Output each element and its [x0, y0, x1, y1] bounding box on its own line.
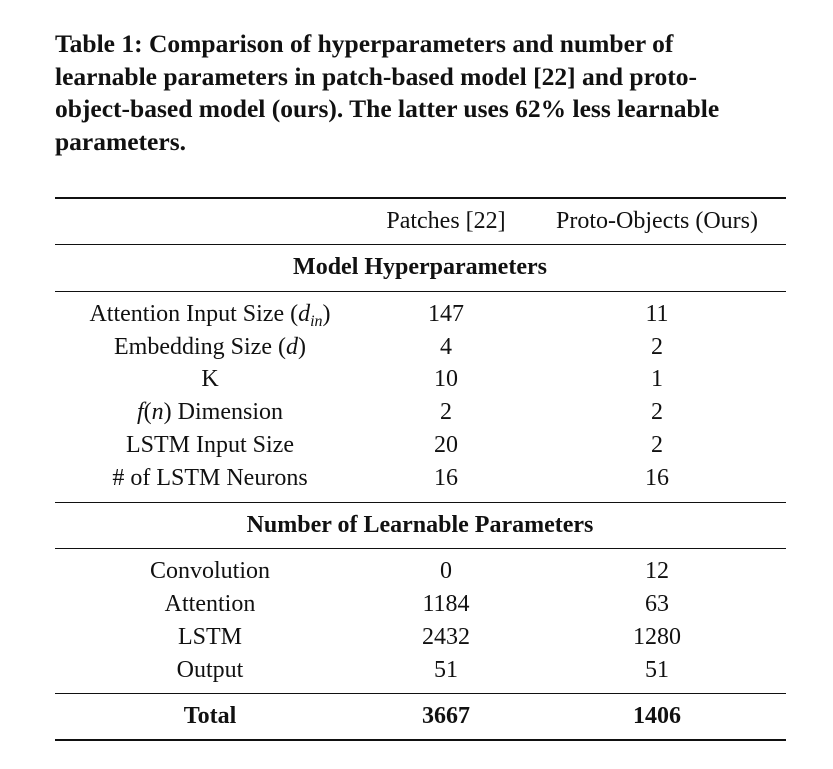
caption-line: object-based model (ours). The latter uses 62% less learnable: [55, 94, 720, 123]
caption-line: Table 1: Comparison of hyperparameters and number of: [55, 29, 674, 58]
cell-ours: 51: [645, 657, 669, 683]
total-ours: 1406: [633, 703, 681, 729]
total-patches: 3667: [422, 703, 470, 729]
cell-ours: 12: [645, 558, 669, 584]
caption-line: parameters.: [55, 126, 186, 156]
column-header-patches: Patches [22]: [386, 208, 506, 234]
row-label: f(n) Dimension: [137, 399, 283, 425]
cell-patches: 10: [434, 366, 458, 392]
cell-patches: 51: [434, 657, 458, 683]
cell-patches: 1184: [422, 591, 470, 617]
cell-ours: 2: [651, 399, 663, 425]
row-label: LSTM Input Size: [126, 432, 294, 458]
header-rule: [55, 244, 786, 245]
row-label: Attention: [164, 591, 256, 617]
cell-patches: 16: [434, 465, 458, 491]
row-label: Attention Input Size $(d_{in})$: [89, 301, 331, 330]
cell-ours: 63: [645, 591, 669, 617]
bottom-rule: [55, 739, 786, 741]
cell-ours: 2: [651, 334, 663, 360]
top-rule: [55, 197, 786, 199]
row-label: # of LSTM Neurons: [112, 465, 308, 491]
cell-patches: 0: [440, 558, 452, 584]
cell-ours: 11: [645, 301, 669, 327]
section-title-hyperparameters: Model Hyperparameters: [293, 254, 547, 280]
column-header-ours: Proto-Objects (Ours): [556, 208, 758, 234]
cell-ours: 2: [651, 432, 663, 458]
cell-ours: 1280: [633, 624, 681, 650]
table-caption: [55, 28, 780, 158]
cell-patches: 2432: [422, 624, 470, 650]
cell-patches: 4: [440, 334, 452, 360]
section-rule: [55, 502, 786, 503]
row-label: K: [201, 366, 219, 392]
cell-patches: 2: [440, 399, 452, 425]
cell-patches: 147: [428, 301, 464, 327]
section-rule: [55, 291, 786, 292]
caption-line: learnable parameters in patch-based model [22] and proto-: [55, 61, 697, 91]
row-label: LSTM: [177, 624, 243, 650]
total-rule: [55, 693, 786, 694]
row-label: Embedding Size (d): [114, 334, 306, 360]
section-rule: [55, 548, 786, 549]
cell-ours: 16: [645, 465, 669, 491]
section-title-learnable-parameters: Number of Learnable Parameters: [246, 512, 594, 538]
cell-patches: 20: [434, 432, 458, 458]
total-label: Total: [183, 703, 237, 729]
row-label: Output: [176, 657, 244, 683]
row-label: Convolution: [149, 558, 271, 584]
cell-ours: 1: [651, 366, 663, 392]
